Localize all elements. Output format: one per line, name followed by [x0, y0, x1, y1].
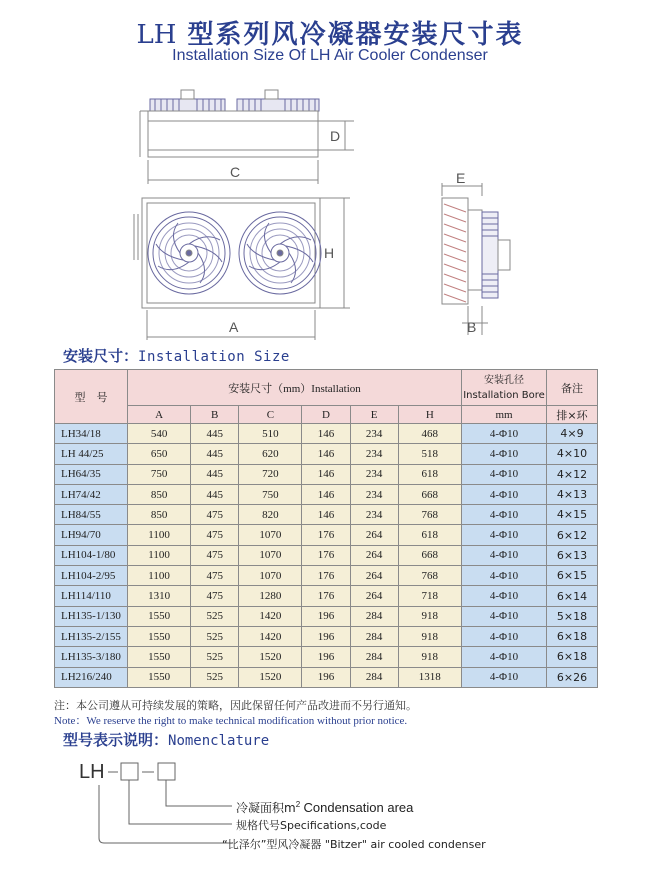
- heading-en: Installation Size: [138, 349, 290, 365]
- cell-c: 620: [239, 444, 302, 464]
- table-row: [55, 566, 598, 586]
- cell-h: 518: [398, 444, 461, 464]
- header-col-a: A: [128, 406, 191, 424]
- cell-b: 525: [191, 647, 239, 667]
- cell-c: 1420: [239, 606, 302, 626]
- cell-bore: 4-Φ10: [462, 444, 547, 464]
- spec-code-box: [121, 763, 138, 780]
- dim-label-b: B: [467, 319, 477, 335]
- header-remark: 备注: [547, 370, 598, 406]
- cell-remark: 4×10: [547, 444, 598, 464]
- cell-c: 510: [239, 424, 302, 444]
- cell-d: 196: [302, 626, 350, 646]
- cell-model: LH104-2/95: [55, 566, 128, 586]
- condenser-drawing: [0, 0, 660, 340]
- cell-b: 525: [191, 606, 239, 626]
- cell-remark: 5×18: [547, 606, 598, 626]
- cell-remark: 4×15: [547, 505, 598, 525]
- cell-e: 264: [350, 545, 398, 565]
- cell-h: 668: [398, 545, 461, 565]
- cell-h: 718: [398, 586, 461, 606]
- cell-a: 1550: [128, 626, 191, 646]
- cell-e: 234: [350, 464, 398, 484]
- table-row: [55, 667, 598, 687]
- cell-model: LH135-2/155: [55, 626, 128, 646]
- cell-d: 196: [302, 667, 350, 687]
- top-view: [140, 90, 354, 184]
- cell-e: 284: [350, 626, 398, 646]
- cell-a: 1100: [128, 525, 191, 545]
- cell-a: 850: [128, 484, 191, 504]
- table-row: [55, 484, 598, 504]
- cell-model: LH84/55: [55, 505, 128, 525]
- header-col-e: E: [350, 406, 398, 424]
- cell-b: 475: [191, 545, 239, 565]
- cell-e: 284: [350, 667, 398, 687]
- cell-model: LH34/18: [55, 424, 128, 444]
- front-view: [134, 198, 350, 340]
- cell-model: LH64/35: [55, 464, 128, 484]
- cell-c: 720: [239, 464, 302, 484]
- cell-h: 918: [398, 626, 461, 646]
- cell-b: 525: [191, 667, 239, 687]
- cell-e: 234: [350, 424, 398, 444]
- header-col-c: C: [239, 406, 302, 424]
- cell-d: 196: [302, 647, 350, 667]
- nomenclature-head-en: Nomenclature: [168, 733, 270, 749]
- cell-b: 475: [191, 505, 239, 525]
- cell-a: 750: [128, 464, 191, 484]
- cell-bore: 4-Φ10: [462, 505, 547, 525]
- cell-b: 475: [191, 586, 239, 606]
- cell-a: 850: [128, 505, 191, 525]
- cell-a: 1100: [128, 566, 191, 586]
- dim-label-a: A: [229, 319, 239, 335]
- cell-d: 176: [302, 566, 350, 586]
- cell-c: 1070: [239, 566, 302, 586]
- cell-c: 1280: [239, 586, 302, 606]
- title-cn: 型系列风冷凝器安装尺寸表: [187, 20, 524, 50]
- installation-size-heading: [63, 345, 290, 366]
- cell-b: 475: [191, 566, 239, 586]
- cell-e: 264: [350, 566, 398, 586]
- cell-c: 1070: [239, 545, 302, 565]
- cell-remark: 6×18: [547, 647, 598, 667]
- table-body: [55, 424, 598, 688]
- nomenclature-line-bitzer: “比泽尔”型风冷凝器 "Bitzer" air cooled condenser: [222, 838, 486, 851]
- cell-bore: 4-Φ10: [462, 586, 547, 606]
- cell-bore: 4-Φ10: [462, 464, 547, 484]
- cell-remark: 6×18: [547, 626, 598, 646]
- dim-label-d: D: [330, 128, 341, 144]
- cell-d: 196: [302, 606, 350, 626]
- cell-c: 1520: [239, 647, 302, 667]
- cell-d: 146: [302, 464, 350, 484]
- cell-d: 176: [302, 525, 350, 545]
- cell-a: 540: [128, 424, 191, 444]
- header-bore: [462, 370, 547, 406]
- cell-bore: 4-Φ10: [462, 566, 547, 586]
- cell-c: 1420: [239, 626, 302, 646]
- cell-h: 468: [398, 424, 461, 444]
- cell-c: 820: [239, 505, 302, 525]
- cell-a: 1310: [128, 586, 191, 606]
- cell-remark: 4×9: [547, 424, 598, 444]
- table-row: [55, 464, 598, 484]
- cell-e: 264: [350, 525, 398, 545]
- header-letters-row: [55, 406, 598, 424]
- cell-remark: 4×12: [547, 464, 598, 484]
- cell-remark: 6×26: [547, 667, 598, 687]
- cell-b: 475: [191, 525, 239, 545]
- cell-e: 234: [350, 505, 398, 525]
- table-row: [55, 505, 598, 525]
- nomenclature-head-cn: 型号表示说明：: [63, 732, 169, 749]
- dim-label-c: C: [230, 164, 241, 180]
- nom-line1-cn: 冷凝面积m: [236, 801, 296, 815]
- cell-remark: 6×12: [547, 525, 598, 545]
- table-row: [55, 545, 598, 565]
- header-bore-en: Installation Bore: [463, 389, 545, 401]
- note-en: Note：We reserve the right to make technical modification without prior notice.: [54, 715, 408, 727]
- nomenclature-line-spec: 规格代号Specifications,code: [236, 819, 387, 832]
- nomenclature-heading: [63, 729, 269, 750]
- cell-e: 284: [350, 647, 398, 667]
- cell-d: 176: [302, 586, 350, 606]
- cell-h: 618: [398, 464, 461, 484]
- cell-h: 768: [398, 505, 461, 525]
- cell-model: LH74/42: [55, 484, 128, 504]
- cell-e: 284: [350, 606, 398, 626]
- cell-remark: 6×13: [547, 545, 598, 565]
- cell-d: 176: [302, 545, 350, 565]
- cell-model: LH114/110: [55, 586, 128, 606]
- cell-e: 234: [350, 484, 398, 504]
- cell-e: 264: [350, 586, 398, 606]
- cell-model: LH216/240: [55, 667, 128, 687]
- cell-bore: 4-Φ10: [462, 647, 547, 667]
- cell-bore: 4-Φ10: [462, 484, 547, 504]
- table-row: [55, 606, 598, 626]
- cell-a: 1550: [128, 647, 191, 667]
- cell-h: 918: [398, 647, 461, 667]
- cell-e: 234: [350, 444, 398, 464]
- table-row: [55, 647, 598, 667]
- header-col-h: H: [398, 406, 461, 424]
- cell-bore: 4-Φ10: [462, 545, 547, 565]
- cell-b: 445: [191, 444, 239, 464]
- header-model: 型 号: [55, 370, 128, 424]
- cell-model: LH 44/25: [55, 444, 128, 464]
- installation-size-table: [54, 369, 598, 688]
- nom-line1-en: Condensation area: [303, 800, 414, 815]
- page-subtitle: Installation Size Of LH Air Cooler Condenser: [172, 47, 488, 64]
- code-prefix: LH: [79, 761, 105, 783]
- cell-c: 1070: [239, 525, 302, 545]
- cell-h: 1318: [398, 667, 461, 687]
- cell-model: LH135-1/130: [55, 606, 128, 626]
- table-row: [55, 444, 598, 464]
- header-col-b: B: [191, 406, 239, 424]
- cell-d: 146: [302, 444, 350, 464]
- cell-bore: 4-Φ10: [462, 667, 547, 687]
- cell-bore: 4-Φ10: [462, 525, 547, 545]
- header-bore-cn: 安装孔径: [484, 374, 524, 386]
- cell-b: 445: [191, 424, 239, 444]
- cell-d: 146: [302, 505, 350, 525]
- cell-c: 1520: [239, 667, 302, 687]
- cell-b: 445: [191, 484, 239, 504]
- heading-cn: 安装尺寸：: [63, 348, 139, 365]
- dim-label-h: H: [324, 245, 335, 261]
- cell-d: 146: [302, 424, 350, 444]
- cell-bore: 4-Φ10: [462, 606, 547, 626]
- cell-c: 750: [239, 484, 302, 504]
- area-box: [158, 763, 175, 780]
- header-bore-unit: mm: [462, 406, 547, 424]
- table-row: [55, 424, 598, 444]
- cell-model: LH104-1/80: [55, 545, 128, 565]
- cell-h: 618: [398, 525, 461, 545]
- header-install: 安装尺寸（mm）Installation: [128, 370, 462, 406]
- note-cn: 注：本公司遵从可持续发展的策略，因此保留任何产品改进而不另行通知。: [54, 699, 417, 712]
- table-row: [55, 626, 598, 646]
- cell-bore: 4-Φ10: [462, 424, 547, 444]
- table-row: [55, 586, 598, 606]
- cell-h: 918: [398, 606, 461, 626]
- header-remark-unit: 排×环: [547, 406, 598, 424]
- cell-b: 445: [191, 464, 239, 484]
- dim-label-e: E: [456, 170, 466, 186]
- cell-b: 525: [191, 626, 239, 646]
- title-lh: LH: [136, 20, 177, 50]
- cell-remark: 4×13: [547, 484, 598, 504]
- cell-remark: 6×15: [547, 566, 598, 586]
- cell-remark: 6×14: [547, 586, 598, 606]
- nomenclature-line-area: [236, 799, 413, 816]
- cell-a: 1550: [128, 667, 191, 687]
- table-row: [55, 525, 598, 545]
- cell-a: 650: [128, 444, 191, 464]
- cell-h: 768: [398, 566, 461, 586]
- side-view: [442, 183, 510, 335]
- cell-bore: 4-Φ10: [462, 626, 547, 646]
- cell-h: 668: [398, 484, 461, 504]
- header-col-d: D: [302, 406, 350, 424]
- cell-d: 146: [302, 484, 350, 504]
- cell-model: LH135-3/180: [55, 647, 128, 667]
- nom-line1-sup: 2: [295, 800, 301, 809]
- cell-model: LH94/70: [55, 525, 128, 545]
- cell-a: 1100: [128, 545, 191, 565]
- cell-a: 1550: [128, 606, 191, 626]
